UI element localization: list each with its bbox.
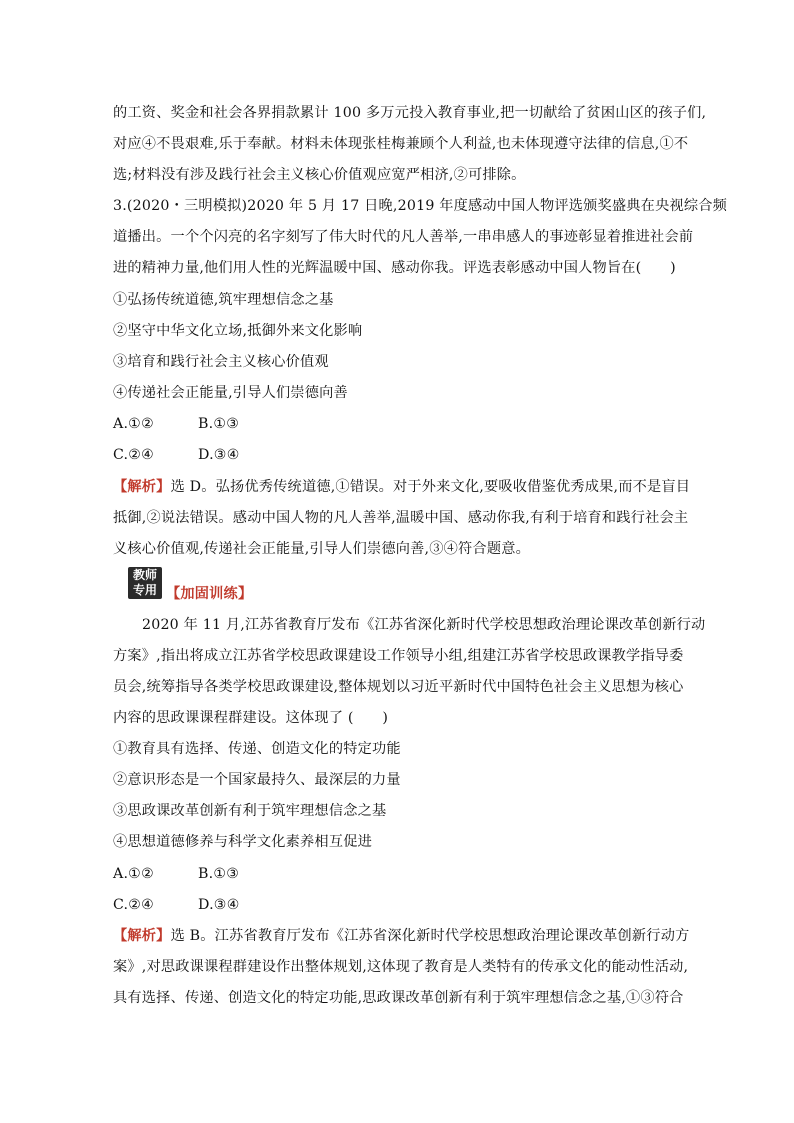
analysis-line: 抵御,②说法错误。感动中国人物的凡人善举,温暖中国、感动你我,有利于培育和践行社会主: [113, 510, 689, 526]
extra-stem: 2020 年 11 月,江苏省教育厅发布《江苏省深化新时代学校思想政治理论课改革创新行动: [142, 617, 706, 633]
extra-stem: 员会,统筹指导各类学校思政课建设,整体规划以习近平新时代中国特色社会主义思想为核心: [113, 679, 684, 695]
extra-stem: 内容的思政课课程群建设。这体现了 ( ): [113, 710, 389, 726]
analysis-line: 义核心价值观,传递社会正能量,引导人们崇德向善,③④符合题意。: [113, 541, 530, 557]
question-3-stem: 道播出。一个个闪亮的名字刻写了伟大时代的凡人善举,一串串感人的事迹彰显着推进社会前: [113, 229, 694, 245]
analysis-line: 案》,对思政课课程群建设作出整体规划,这体现了教育是人类特有的传承文化的能动性活动,: [113, 959, 689, 975]
analysis-line: 具有选择、传递、创造文化的特定功能,思政课改革创新有利于筑牢理想信念之基,①③符合: [113, 990, 684, 1006]
option-b: B.①③: [198, 866, 240, 882]
extra-item: ③思政课改革创新有利于筑牢理想信念之基: [113, 803, 387, 819]
analysis-tag: 【解析】: [113, 928, 171, 944]
analysis-text: 选 D。弘扬优秀传统道德,①错误。对于外来文化,要吸收借鉴优秀成果,而不是盲目: [170, 479, 691, 495]
analysis-line: [113, 926, 689, 946]
question-3-item: ③培育和践行社会主义核心价值观: [113, 354, 329, 370]
extra-training-title: 【加固训练】: [166, 586, 253, 602]
text-line: 的工资、奖金和社会各界捐款累计 100 多万元投入教育事业,把一切献给了贫困山区的孩子们,: [113, 105, 707, 121]
extra-stem: 方案》,指出将成立江苏省学校思政课建设工作领导小组,组建江苏省学校思政课教学指导委: [113, 648, 684, 664]
option-a: A.①②: [113, 416, 154, 432]
extra-item: ②意识形态是一个国家最持久、最深层的力量: [113, 772, 401, 788]
badge-line: 教师: [132, 568, 157, 582]
question-3-stem: 进的精神力量,他们用人性的光辉温暖中国、感动你我。评选表彰感动中国人物旨在( ): [113, 260, 676, 276]
question-3-item: ①弘扬传统道德,筑牢理想信念之基: [113, 292, 334, 308]
question-3-stem: 3.(2020・三明模拟)2020 年 5 月 17 日晚,2019 年度感动中国人物评选颁奖盛典在央视综合频: [113, 198, 728, 214]
option-d: D.③④: [198, 447, 240, 463]
option-b: B.①③: [198, 416, 240, 432]
text-line: 对应④不畏艰难,乐于奉献。材料未体现张桂梅兼顾个人利益,也未体现遵守法律的信息,①不: [113, 136, 689, 152]
badge-line: 专用: [132, 583, 157, 597]
extra-item: ①教育具有选择、传递、创造文化的特定功能: [113, 741, 401, 757]
option-c: C.②④: [113, 897, 155, 913]
analysis-text: 选 B。江苏省教育厅发布《江苏省深化新时代学校思想政治理论课改革创新行动方: [170, 928, 690, 944]
analysis-tag: 【解析】: [113, 479, 171, 495]
question-3-item: ②坚守中华文化立场,抵御外来文化影响: [113, 323, 363, 339]
teacher-only-badge: [128, 567, 162, 599]
text-line: 选;材料没有涉及践行社会主义核心价值观应宽严相济,②可排除。: [113, 167, 526, 183]
question-3-item: ④传递社会正能量,引导人们崇德向善: [113, 385, 348, 401]
option-c: C.②④: [113, 447, 155, 463]
extra-item: ④思想道德修养与科学文化素养相互促进: [113, 834, 372, 850]
option-a: A.①②: [113, 866, 154, 882]
analysis-line: [113, 477, 690, 497]
option-d: D.③④: [198, 897, 240, 913]
